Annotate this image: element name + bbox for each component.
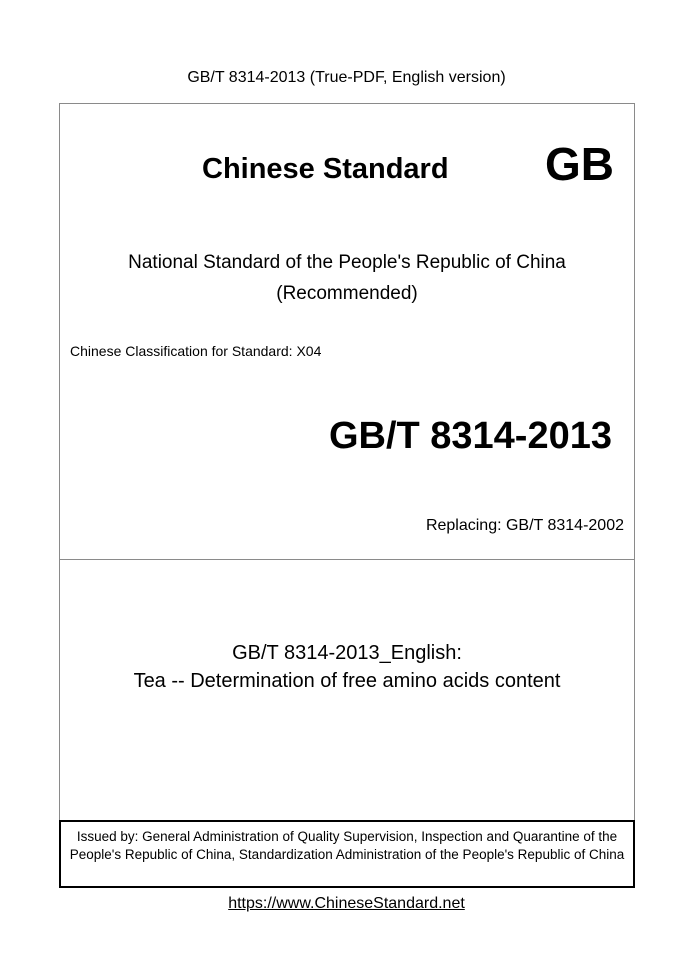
brand-title: Chinese Standard <box>202 153 449 185</box>
cover-frame <box>59 103 635 888</box>
issuer-text: Issued by: General Administration of Quality Supervision, Inspection and Quarantine of the People's Republic of China, Standardization Administration of the People's Republic of China <box>69 829 625 862</box>
website-link[interactable]: https://www.ChineseStandard.net <box>228 895 465 912</box>
document-title-code: GB/T 8314-2013_English: <box>232 642 462 664</box>
document-title: Tea -- Determination of free amino acids content <box>133 670 561 692</box>
page-header: GB/T 8314-2013 (True-PDF, English version) <box>187 69 506 86</box>
national-standard-line: National Standard of the People's Republic of China <box>128 252 566 273</box>
replacing-label: Replacing: GB/T 8314-2002 <box>425 517 624 534</box>
cover-top-section <box>60 104 634 560</box>
brand-code: GB <box>545 138 614 190</box>
recommended-line: (Recommended) <box>276 283 418 304</box>
classification-label: Chinese Classification for Standard: X04 <box>70 343 322 359</box>
footer <box>0 894 693 914</box>
cover-title-section <box>60 560 634 819</box>
issuer-box <box>59 820 635 888</box>
standard-number: GB/T 8314-2013 <box>328 415 612 457</box>
